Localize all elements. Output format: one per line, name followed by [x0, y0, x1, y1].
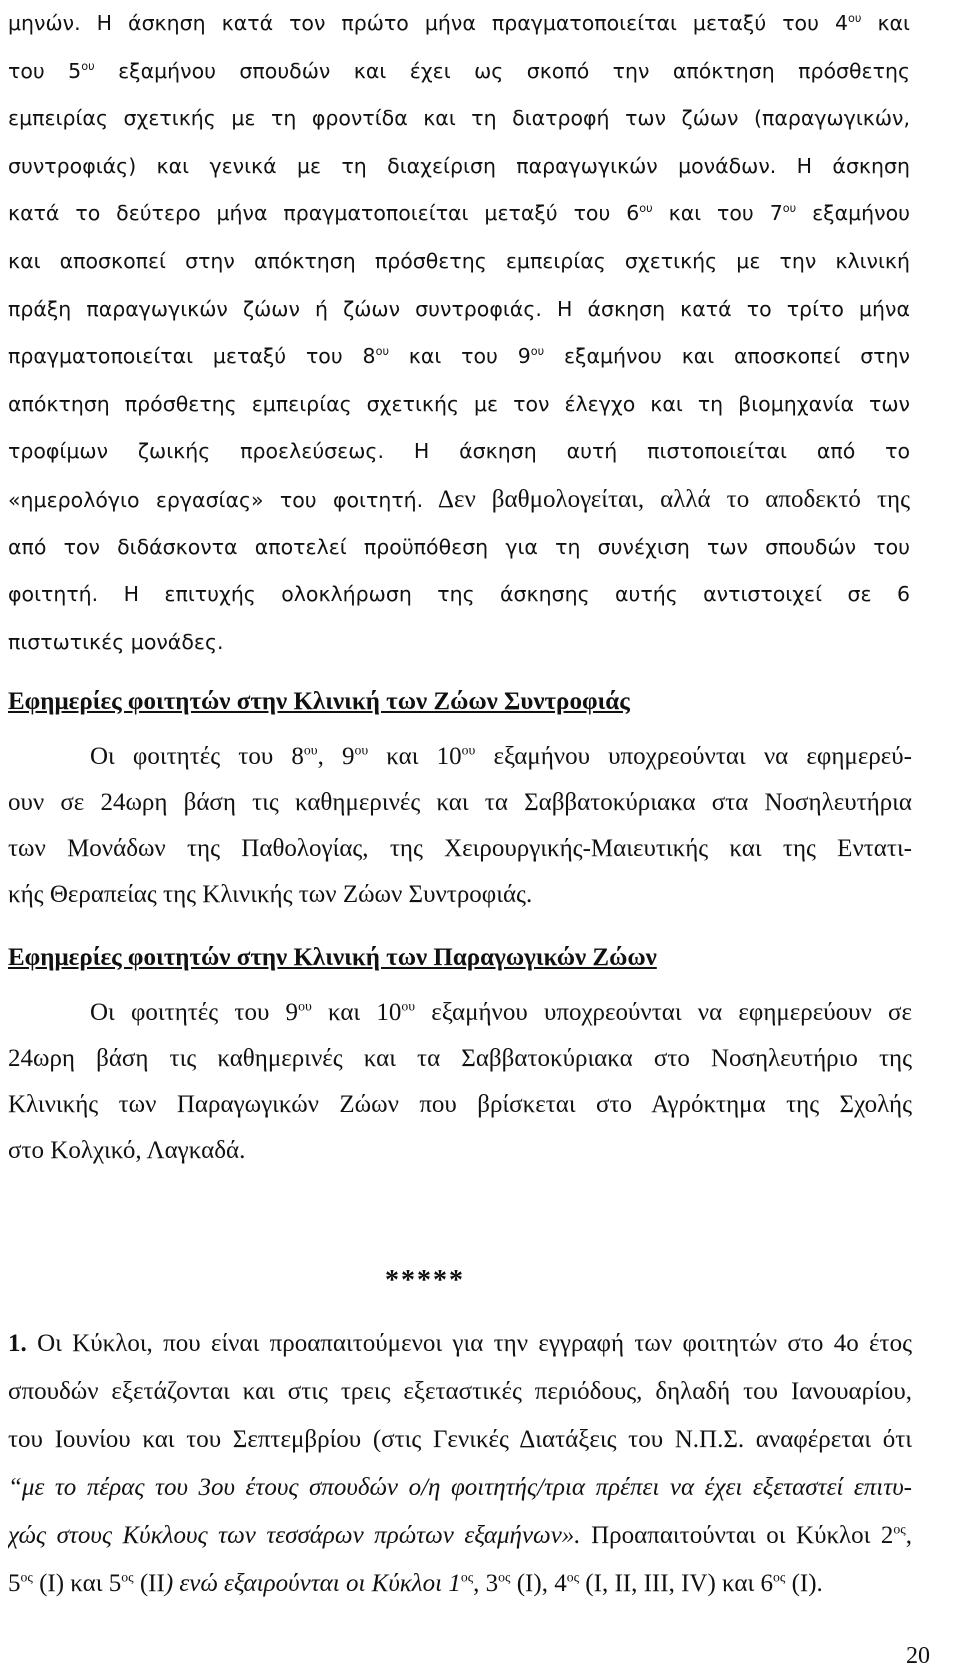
companion-clinic-paragraph — [8, 734, 912, 918]
text-line: συντροφιάς) και γενικά με τη διαχείριση παραγωγικών μονάδων. Η άσκηση — [8, 153, 910, 178]
text-line: «ημερολόγιο εργασίας» του φοιτητή. Δεν βαθμολογείται, αλλά το αποδεκτό της — [8, 485, 910, 513]
text-line: “με το πέρας του 3ου έτους σπουδών ο/η φοιτητής/τρια πρέπει να έχει εξεταστεί επιτυ- — [8, 1474, 912, 1501]
text-line: μηνών. Η άσκηση κατά τον πρώτο μήνα πραγματοποιείται μεταξύ του $4^{o\upsilon}$ και — [8, 11, 910, 35]
text-line: και αποσκοπεί στην απόκτηση πρόσθετης εμπειρίας σχετικής με την κλινική — [8, 248, 910, 273]
text-line: κατά το δεύτερο μήνα πραγματοποιείται μεταξύ του $6^{o\upsilon}$ και του $7^{o\upsilon}$ εξαμήνου — [8, 201, 910, 226]
text-line: Οι φοιτητές του $9^{o\upsilon}$ και $10^{o\upsilon}$ εξαμήνου υποχρεούνται να εφημερεύουν σε — [90, 998, 912, 1026]
section-heading-companion-clinic: Εφημερίες φοιτητών στην Κλινική των Ζώων Συντροφιάς — [8, 688, 630, 715]
text-line: πιστωτικές μονάδες. — [8, 629, 224, 654]
intro-paragraph — [8, 0, 910, 666]
text-line: του $5^{o\upsilon}$ εξαμήνου σπουδών και έχει ως σκοπό την απόκτηση πρόσθετης — [8, 58, 910, 83]
text-line: των Μονάδων της Παθολογίας, της Χειρουργικής-Μαιευτικής και της Εντατι- — [8, 835, 912, 862]
text-line: Οι φοιτητές του $8^{o\upsilon}$, $9^{o\upsilon}$ και $10^{o\upsilon}$ εξαμήνου υποχρεούνται να εφημερεύ- — [90, 742, 912, 770]
text-line: στο Κολχικό, Λαγκαδά. — [8, 1137, 246, 1164]
text-line: εμπειρίας σχετικής με τη φροντίδα και τη διατροφή των ζώων (παραγωγικών, — [8, 106, 910, 131]
text-line: απόκτηση πρόσθετης εμπειρίας σχετικής με τον έλεγχο και τη βιομηχανία των — [8, 391, 910, 416]
text-line: τροφίμων ζωικής προελεύσεως. Η άσκηση αυτή πιστοποιείται από το — [8, 439, 910, 464]
text-line: από τον διδάσκοντα αποτελεί προϋπόθεση για τη συνέχιση των σπουδών του — [8, 534, 910, 559]
text-line: σπουδών εξετάζονται και στις τρεις εξεταστικές περιόδους, δηλαδή του Ιανουαρίου, — [8, 1378, 912, 1405]
footnote — [8, 1320, 912, 1608]
text-line: κής Θεραπείας της Κλινικής των Ζώων Συντροφιάς. — [8, 881, 533, 908]
text-line: $5^{o\varsigma}$ (Ι) και $5^{o\varsigma}$ (ΙΙ) ενώ εξαιρούνται οι Κύκλοι $1^{o\varsigma}$, $3^{o\varsigma}$ (Ι), $4^{o\varsigma}$ (Ι, ΙΙ, ΙΙΙ, ΙV) και $6^{o\varsigma}$ (Ι). — [8, 1569, 823, 1597]
section-separator: ***** — [385, 1265, 465, 1296]
text-line: χώς στους Κύκλους των τεσσάρων πρώτων εξαμήνων». Προαπαιτούνται οι Κύκλοι $2^{o\varsigma}$, — [8, 1521, 912, 1549]
text-line: 1. Οι Κύκλοι, που είναι προαπαιτούμενοι για την εγγραφή των φοιτητών στο 4ο έτος — [8, 1330, 912, 1357]
text-line: Κλινικής των Παραγωγικών Ζώων που βρίσκεται στο Αγρόκτημα της Σχολής — [8, 1091, 912, 1118]
text-line: του Ιουνίου και του Σεπτεμβρίου (στις Γενικές Διατάξεις του Ν.Π.Σ. αναφέρεται ότι — [8, 1426, 912, 1453]
text-line: 24ωρη βάση τις καθημερινές και τα Σαββατοκύριακα στο Νοσηλευτήριο της — [8, 1045, 912, 1072]
text-line: ουν σε 24ωρη βάση τις καθημερινές και τα Σαββατοκύριακα στα Νοσηλευτήρια — [8, 789, 912, 816]
text-line: πράξη παραγωγικών ζώων ή ζώων συντροφιάς. Η άσκηση κατά το τρίτο μήνα — [8, 296, 910, 321]
text-line: φοιτητή. Η επιτυχής ολοκλήρωση της άσκησης αυτής αντιστοιχεί σε 6 — [8, 582, 910, 607]
section-heading-production-clinic: Εφημερίες φοιτητών στην Κλινική των Παραγωγικών Ζώων — [8, 944, 657, 971]
page-number: 20 — [906, 1643, 930, 1669]
production-clinic-paragraph — [8, 990, 912, 1174]
text-line: πραγματοποιείται μεταξύ του $8^{o\upsilon}$ και του $9^{o\upsilon}$ εξαμήνου και αποσκοπεί στην — [8, 344, 910, 369]
